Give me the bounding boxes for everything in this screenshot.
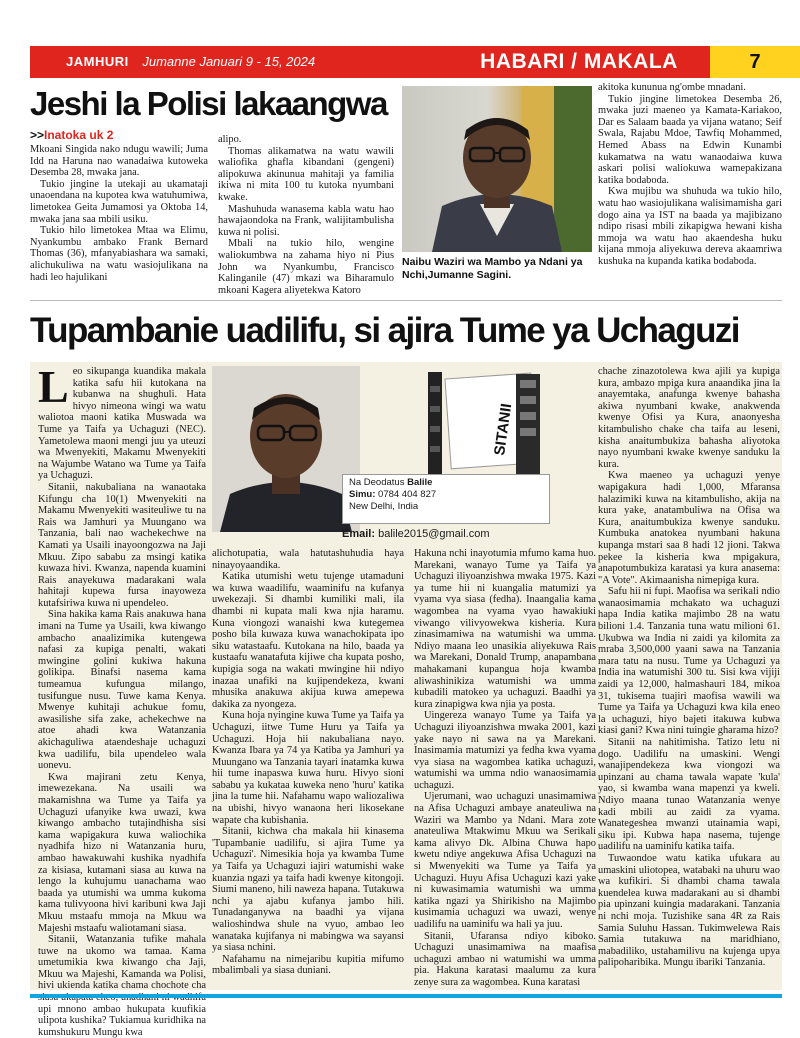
person-photo-illustration — [402, 86, 592, 252]
paragraph: akitoka kununua ng'ombe mnadani. — [598, 82, 746, 93]
story2-column-4 — [598, 366, 780, 969]
story1-continuation-ref — [30, 128, 113, 142]
paragraph: Kwa majirani zetu Kenya, imewezekana. Na usaili wa makamishna wa Tume ya Taifa ya Uchaguzi ufanyike kwa uwazi, kwa kiwango ambacho tutajindhisha sisi kama wapigakura kuwa waliochika nyadhifa hizo ni Watanzania huru, ambao hawakuwahi kushika nyadhifa za kisiasa, kutamani siasa au kuwa na lengo la kuhujumu uanachama wao baada ya utumishi wa umma kukoma kama tulivyoona hivi karibuni kwa Jaji Mkuu mstaafu mmoja na Mkuu wa Majeshi mstaafu waliotamani siasa. — [38, 771, 206, 934]
paragraph: Sina hakika kama Rais anakuwa hana imani na Tume ya Usaili, kwa kiwango ambacho anaalizimika kutengewa nafasi za kupiga penalti, wakati mwingine golini kukiwa hakuna golikipa. Binafsi nasema kama tumeamua kufungua milango, tusifungue nusu. Tuwe kama Kenya. Mwenye kuhitaji achukue fomu, awasilishe sifa zake, achekechwe na atoe ahadi kwa Watanzania akichaguliwa ataendeshaje uchaguzi kwa uadilifu, bila upendeleo wala uonevu. — [38, 609, 206, 772]
author-phone: 0784 404 827 — [378, 489, 437, 500]
author-location: New Delhi, India — [349, 501, 419, 512]
paragraph: Sitanii, kichwa cha makala hii kinasema 'Tupambanie uadilifu, si ajira Tume ya Uchaguzi'. Nimesikia hoja ya kwamba Tume ya Taifa ya Uchaguzi iajiri watumishi wake kuanzia ngazi ya taifa hadi kwenye kitongoji. Siumi maneno, hili naweza hapana. Tutakuwa nchi ya ajabu kufanya jambo hili. Tunadanganywa na baadhi ya vijana walioshindwa shule na vyuo, ambao leo wanataka kujifanya ni mabingwa wa sayansi ya siasa nchini. — [212, 826, 404, 954]
photo-caption: Naibu Waziri wa Mambo ya Ndani ya Nchi,Jumanne Sagini. — [402, 256, 583, 281]
typewriter-illustration — [420, 366, 546, 482]
paragraph: Hakuna nchi inayotumia mfumo kama huo. Marekani, wanayo Tume ya Taifa ya Uchaguzi iliyoanzishwa mwaka 1975. Kazi ya tume hii ni kuangalia matumizi ya vyama vya siasa (fedha). Inaangalia kama wagombea na vyama vyao hawakiuki viwango vilivyowekwa kisheria. Kura zinasimamiwa na watumishi wa umma. Ndiyo maana leo unasikia aliyekuwa Rais wa Marekani, Donald Trump, anapambana mahakamani kupangua hoja kwamba aliwashinikiza watumishi wa umma kubadili matokeo ya uchaguzi. Baadhi ya kura zinapigwa kwa njia ya posta. — [414, 548, 596, 710]
author-portrait-illustration — [212, 366, 360, 532]
paragraph: Sitanii, nakubaliana na wanaotaka Kifungu cha 10(1) Mwenyekiti na Makamu Mwenyekiti wasiteuliwe tu na Rais wa Jamhuri ya Muungano wa Tanzania, bali nao wachekechwe na Kamati ya Usaili inayoongozwa na Jaji Mkuu. Zipo sababu za msingi katika kuwaza hivi. Kwanza, napenda kuamini Rais anayekuwa madarakani wala hahitaji kupewa fursa inayoweza kutafsiriwa kuwa ni upendeleo. — [38, 481, 206, 609]
paragraph: Mkoani Singida nako ndugu wawili; Juma Idd na Haruna nao wanadaiwa kutoweka Desemba 28, mwaka jana. — [30, 144, 208, 179]
header-publication-info — [66, 46, 315, 78]
author-byline-box — [342, 474, 550, 524]
drop-cap: L — [38, 361, 69, 412]
paragraph: Sitanii na nahitimisha. Tatizo letu ni dogo. Uadilifu na umaskini. Wengi wanajipendekeza kwa viongozi wa upinzani au chama tawala wapate 'kula' yao, si kwamba wana mapenzi ya kweli. Ndiyo maana tunao Watanzania wenye kadi mbili au zaidi za vyama. Wanategeshea mwanzi utainamia wapi, siku ipi. Kubwa hapa nasema, tujenge uadilifu na uaminifu katika taifa. — [598, 737, 780, 853]
byline-phone-row — [349, 489, 543, 501]
paragraph: Tukio hilo limetokea Mtaa wa Elimu, Nyankumbu ambako Frank Bernard Thomas (36), mfanyabiashara wa samaki, alichukuliwa na watu wasiojulikana na hadi leo hajulikani — [30, 225, 208, 283]
byline-prefix: Na Deodatus — [349, 477, 405, 488]
paragraph: Ujerumani, wao uchaguzi unasimamiwa na Afisa Uchaguzi ambaye anateuliwa na Waziri wa Mambo ya Ndani. Mara zote anateuliwa Mtakwimu Mkuu wa Serikali kama alivyo Dk. Albina Chuwa hapo kwetu ndiye angekuwa Afisa Uchaguzi na si Mwenyekiti wa Tume ya Taifa ya Uchaguzi. Huyu Afisa Uchaguzi kazi yake ni kuwasimamia watumishi wa umma katika ngazi ya Shirikisho na Majimbo kusimamia uchaguzi wa uwazi, wenye uadilifu na uaminifu wa hali ya juu. — [414, 791, 596, 930]
section-divider — [30, 300, 782, 301]
paragraph: Mbali na tukio hilo, wengine waliokumbwa na zahama hiyo ni Pius John wa Nyankumbu, Francisco Kalinganile (47) mkazi wa Biharamulo mkoani Kagera aliyetekwa Katoro — [218, 238, 394, 296]
author-email-row — [342, 528, 550, 546]
ref-text: Inatoka uk 2 — [44, 128, 114, 142]
paragraph: Kwa mujibu wa shuhuda wa tukio hilo, watu hao wasiojulikana walisimamisha gari dogo aina ya IST na baada ya majibizano ndipo risasi mbili zikapigwa hewani kisha mmoja wa watu hao akaendesha huku kijana mmoja aliyekuwa dereva akaamriwa kushuka na kupanda katika bodaboda. — [598, 186, 782, 267]
story1-column-1 — [30, 144, 208, 283]
paragraph: Kuna hoja nyingine kuwa Tume ya Taifa ya Uchaguzi, iitwe Tume Huru ya Taifa ya Uchaguzi. Hoja hii nakubaliana nayo. Kwanza Ibara ya 74 ya Katiba ya Jamhuri ya Muungano wa Tanzania tayari inatamka kuwa hii tume inapaswa kuwa huru. Hivyo sioni sababu ya kukataa kuweka neno 'huru' katika jina la tume hii. Nafahamu wapo waliozaliwa na ubishi, hivyo wanaona heri likosekane wapate cha kubishania. — [212, 710, 404, 826]
paragraph: Kwa maeneo ya uchaguzi yenye wapigakura hadi 1,000, Mfaransa halazimiki kuwa na kitambulisho, akija na kura yake, anatambuliwa na Ofisa wa Kura, anaitumbukiza kwenye sanduku. Kumbuka anatokea nyumbani hakuna kupanga mstari saa 8 hadi 12 jioni. Takwa pekee la kisheria kwa mpigakura, anapotumbukiza karatasi ya kura anasema: "A Vote". Akimaanisha nimepiga kura. — [598, 470, 780, 586]
paragraph: alipo. — [218, 134, 242, 145]
paragraph: Mashuhuda wanasema kabla watu hao hawajaondoka na Frank, walijitambulisha kuwa ni polisi. — [218, 203, 394, 238]
story1-column-3 — [598, 82, 782, 268]
story2-headline: Tupambanie uadilifu, si ajira Tume ya Uchaguzi — [30, 311, 739, 350]
paragraph: Tuwaondoe watu katika ufukara au umaskini uliotopea, watabaki na uhuru wao wa kufikiri. Si dhambi chama tawala kuendelea kuwa madarakani au si dhambi pia upinzani kuingia madarakani. Tanzania ni nchi moja. Tuzishike sana 4R za Rais Samia Suluhu Hassan. Tukimwelewa Rais Samia tutakuwa na maridhiano, mabadiliko, ustahamilivu na kujenga upya palipoharibika. Mungu ibariki Tanzania. — [598, 852, 780, 969]
footer-rule — [30, 994, 782, 998]
column-logo-text: SITANII — [491, 402, 516, 457]
email-label: Email: — [342, 528, 376, 540]
paragraph: Katika utumishi wetu tujenge utamaduni wa kuwa waadilifu, waaminifu na kufanya uwekezaji. Si dhambi kumiliki mali, ila dhambi ni kupata mali kwa njia haramu. Kuna viongozi wanaishi kwa kutegemea posho bila kuwaza kuwa wanachokipata ipo siku watastaafu. Kutokana na hilo, baada ya kustaafu wanatafuta kijiwe cha kupata posho, kupigia soga na wakati mwingine hii ndiyo inazaa unafiki na kujipendekeza, kwani mhusika anakuwa akijua kuwa amepewa dakika za nyongeza. — [212, 571, 404, 710]
author-name: Balile — [407, 477, 433, 488]
author-email: balile2015@gmail.com — [378, 528, 490, 540]
paragraph: Nafahamu na nimejaribu kupitia mifumo mbalimbali ya siasa duniani. — [212, 953, 404, 977]
paragraph: alichotupatia, wala hatutashuhudia haya ninayoyaandika. — [212, 548, 404, 571]
paragraph: Thomas alikamatwa na watu wawili waliofika ghafla kibandani (gengeni) alipokuwa akinunua mahitaji ya familia ikiwa ni mita 100 tu kutoka nyumbani kwake. — [218, 145, 394, 203]
story2-column-1 — [38, 361, 206, 1038]
story1-column-2 — [218, 134, 394, 296]
ref-prefix: >> — [30, 128, 45, 142]
page-number: 7 — [710, 46, 800, 78]
paragraph: Uingereza wanayo Tume ya Taifa ya Uchaguzi iliyoanzishwa mwaka 2001, kazi yake nayo ni sawa na ya Marekani. Inasimamia matumizi ya fedha kwa vyama vya siasa na wagombea katika uchaguzi, watumishi wa umma ndio wanaosimamia uchaguzi. — [414, 710, 596, 791]
issue-date: Jumanne Januari 9 - 15, 2024 — [142, 54, 316, 69]
publication-name: JAMHURI — [66, 54, 129, 69]
story2-column-2 — [212, 548, 404, 977]
paragraph: Sitanii, Watanzania tufike mahala tuwe na ukomo wa tamaa. Kama umetumikia kwa kiwango cha Jaji, Mkuu wa Majeshi, Kamanda wa Polisi, hivi ukienda katika chama chochote cha upi mnono ambao hukupata kuufikia ulipota kushika? Tukiamua kuridhika na kumshukuru Mungu kwa — [38, 934, 206, 1038]
paragraph: chache zinazotolewa kwa ajili ya kupiga kura, ambazo mpiga kura anaandika jina la anayemtaka, anafunga kwenye bahasha akiwa nyumbani kwake, anakwenda kwenye Ofisi ya Kura, anaonyesha kitambulisho chake cha taifa au leseni, kisha anaitumbukiza bahasha aliyotoka nayo nyumbani kwake kwenye sanduku la kura. — [598, 366, 780, 470]
phone-label: Simu: — [349, 489, 376, 500]
page-header-bar — [30, 46, 800, 78]
paragraph — [38, 361, 206, 482]
story1-headline: Jeshi la Polisi lakaangwa — [30, 85, 387, 122]
paragraph: Tukio jingine la utekaji au ukamataji unaoendana na kupotea kwa watuhumiwa, limetokea Geita Jumamosi ya Oktoba 14, mwaka jana saa mbili usiku. — [30, 178, 208, 225]
story2-column-3 — [414, 548, 596, 989]
paragraph: Sitanii, Ufaransa ndiyo kiboko. Uchaguzi unasimamiwa na maafisa uchaguzi ambao ni watumishi wa umma pia. Hakuna karatasi maalumu za kura zenye sura za wagombea. Kuna karatasi — [414, 930, 596, 988]
byline-name-row — [349, 477, 543, 489]
paragraph: Tukio jingine limetokea Desemba 26, mwaka juzi maeneo ya Kamata-Kariakoo, Dar es Salaam baada ya vijana watano; Seif Swala, Rajabu Mdoe, Tawfiq Mohammed, Hemed Abass na Edwin Kunambi kukamatwa na watu wanaodaiwa kuwa askari polisi waliokuwa wamepakizana katika bodaboda. — [598, 93, 782, 186]
paragraph: Safu hii ni fupi. Maofisa wa serikali ndio wanaosimamia mchakato wa uchaguzi hapa India katika majimbo 28 na watu bilioni 1.4. Tanzania tuna watu milioni 61. Ukubwa wa India ni zaidi ya kilomita za mraba 3,500,000 yaani sawa na Tanzania mara tatu na nusu. Tume ya Uchaguzi ya India ina watumishi 300 tu. Sisi kwa vijiji zaidi ya 12,000, halmashauri 184, mikoa 31, tukisema tuajiri maofisa wawili wa Tume ya Taifa ya Uchaguzi kwa kila eneo la uchaguzi, hiyo bajeti itakuwa kubwa kiasi gani? Kwa nini tuingie gharama hizo? — [598, 586, 780, 737]
section-title: HABARI / MAKALA — [480, 50, 678, 73]
paragraph-text: eo sikupanga kuandika makala katika safu hii kutokana na kubanwa na shughuli. Hata hivyo nimeona wingi wa watu waliotoa maoni katika Muswada wa Tume ya Taifa ya Uchaguzi (NEC). Yametolewa maoni mengi juu ya uteuzi wa Mwenyekiti, Makamu Mwenyekiti na Wajumbe Watano wa Tume ya Taifa ya Uchaguzi. — [38, 366, 206, 482]
sitanii-column-logo — [420, 366, 546, 482]
author-photo — [212, 366, 360, 532]
deputy-minister-photo — [402, 86, 592, 252]
